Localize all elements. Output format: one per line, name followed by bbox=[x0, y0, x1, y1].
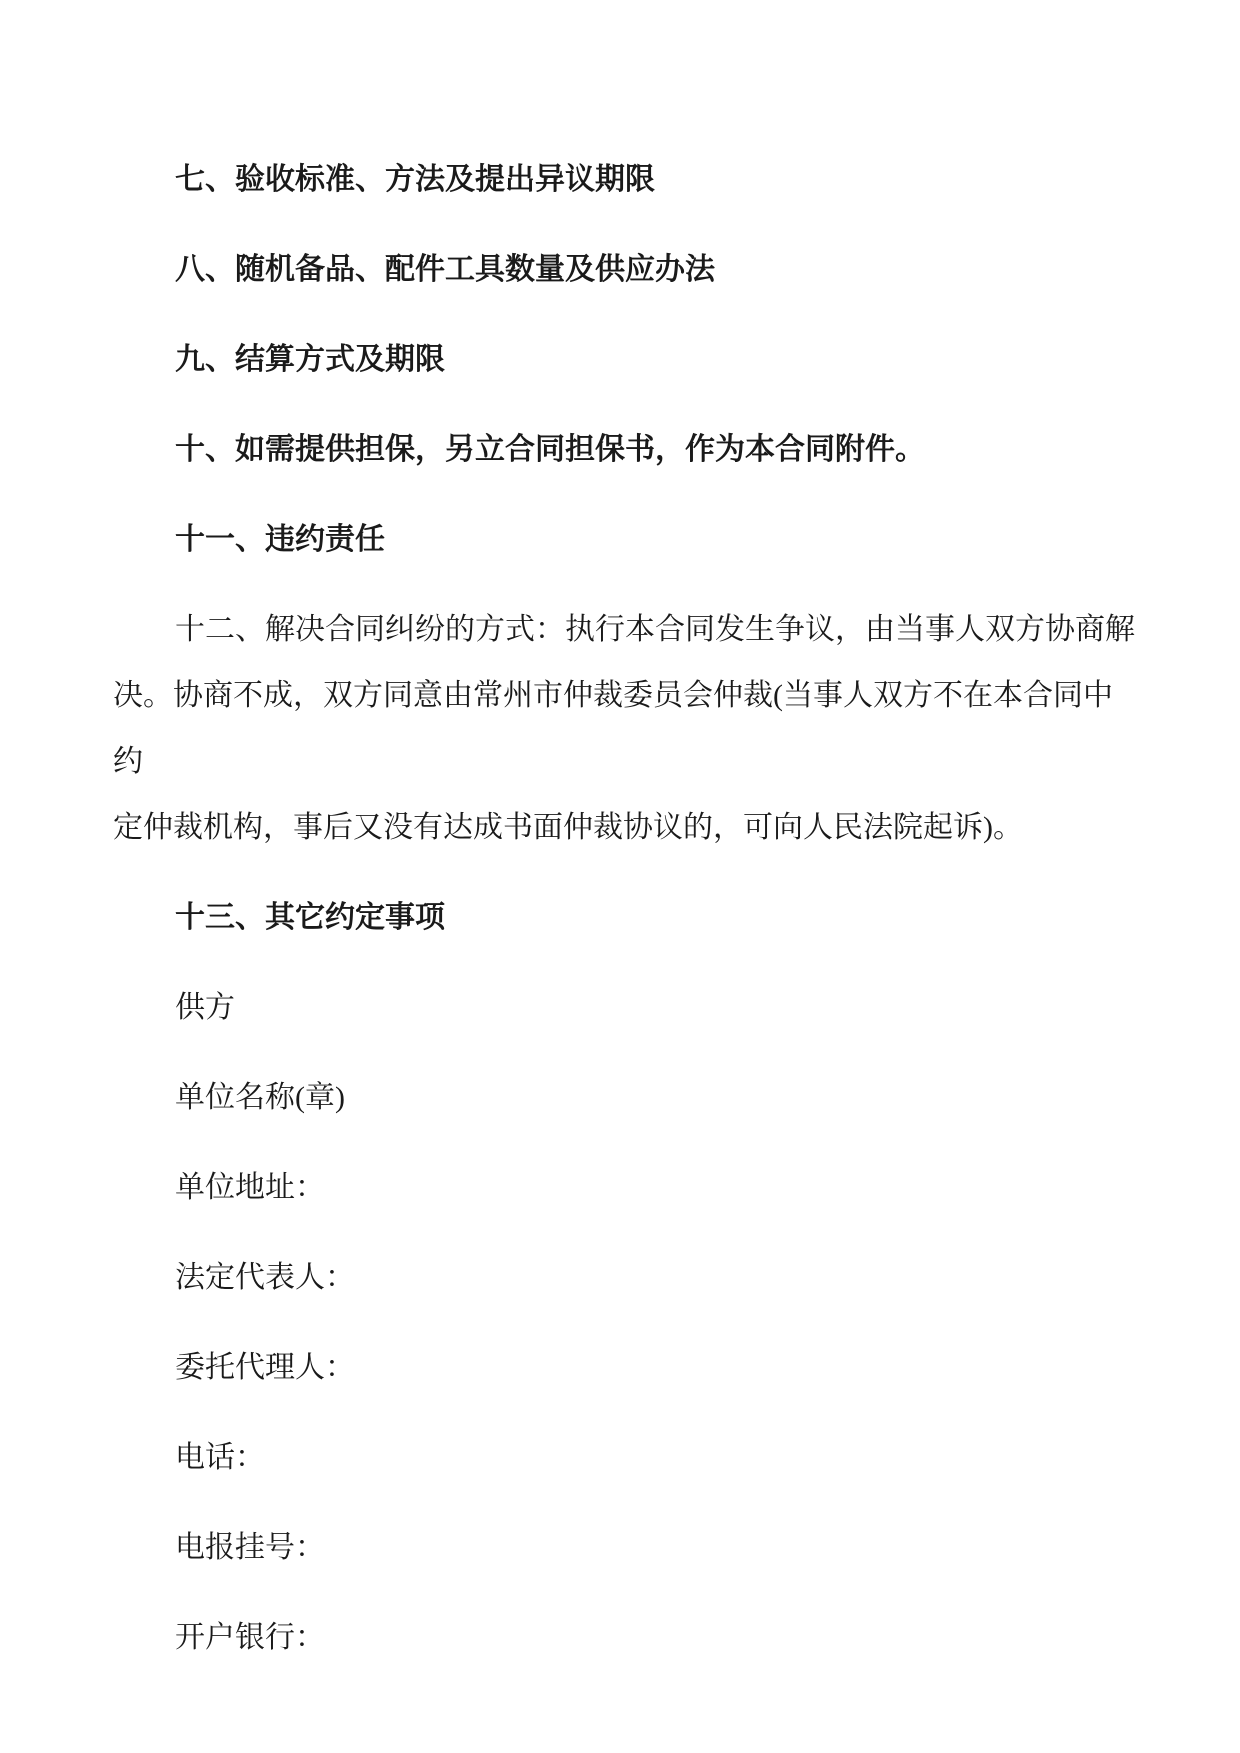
legal-representative-label-line-1: 法定代表人： bbox=[175, 1261, 355, 1294]
unit-address-label bbox=[113, 1155, 1142, 1221]
item-ten-heading-line-1: 十、如需提供担保，另立合同担保书，作为本合同附件。 bbox=[175, 433, 925, 466]
item-nine-heading-line-1: 九、结算方式及期限 bbox=[175, 343, 445, 376]
item-eight-heading-line-1: 八、随机备品、配件工具数量及供应办法 bbox=[175, 253, 715, 286]
item-nine-heading bbox=[113, 327, 1142, 393]
unit-address-label-line-1: 单位地址： bbox=[175, 1171, 325, 1204]
item-ten-heading bbox=[113, 417, 1142, 483]
telephone-label-line-1: 电话： bbox=[175, 1441, 265, 1474]
telegraph-number-label-line-1: 电报挂号： bbox=[175, 1531, 325, 1564]
bank-label bbox=[113, 1605, 1142, 1671]
bank-label-line-1: 开户银行： bbox=[175, 1621, 325, 1654]
item-thirteen-heading bbox=[113, 885, 1142, 951]
item-twelve-paragraph-line-3: 定仲裁机构，事后又没有达成书面仲裁协议的，可向人民法院起诉)。 bbox=[113, 811, 1023, 844]
telephone-label bbox=[113, 1425, 1142, 1491]
item-twelve-paragraph-line-2: 决。协商不成，双方同意由常州市仲裁委员会仲裁(当事人双方不在本合同中约 bbox=[113, 679, 1113, 778]
unit-name-seal-label-line-1: 单位名称(章) bbox=[175, 1081, 345, 1114]
legal-representative-label bbox=[113, 1245, 1142, 1311]
item-thirteen-heading-line-1: 十三、其它约定事项 bbox=[175, 901, 445, 934]
entrusted-agent-label bbox=[113, 1335, 1142, 1401]
supplier-label bbox=[113, 975, 1142, 1041]
item-eleven-heading bbox=[113, 507, 1142, 573]
telegraph-number-label bbox=[113, 1515, 1142, 1581]
item-seven-heading-line-1: 七、验收标准、方法及提出异议期限 bbox=[175, 163, 655, 196]
item-twelve-paragraph bbox=[113, 597, 1142, 861]
item-eight-heading bbox=[113, 237, 1142, 303]
supplier-label-line-1: 供方 bbox=[175, 991, 235, 1024]
unit-name-seal-label bbox=[113, 1065, 1142, 1131]
item-eleven-heading-line-1: 十一、违约责任 bbox=[175, 523, 385, 556]
document-body bbox=[113, 147, 1142, 1671]
item-twelve-paragraph-line-1: 十二、解决合同纠纷的方式：执行本合同发生争议，由当事人双方协商解 bbox=[175, 613, 1135, 646]
item-seven-heading bbox=[113, 147, 1142, 213]
entrusted-agent-label-line-1: 委托代理人： bbox=[175, 1351, 355, 1384]
